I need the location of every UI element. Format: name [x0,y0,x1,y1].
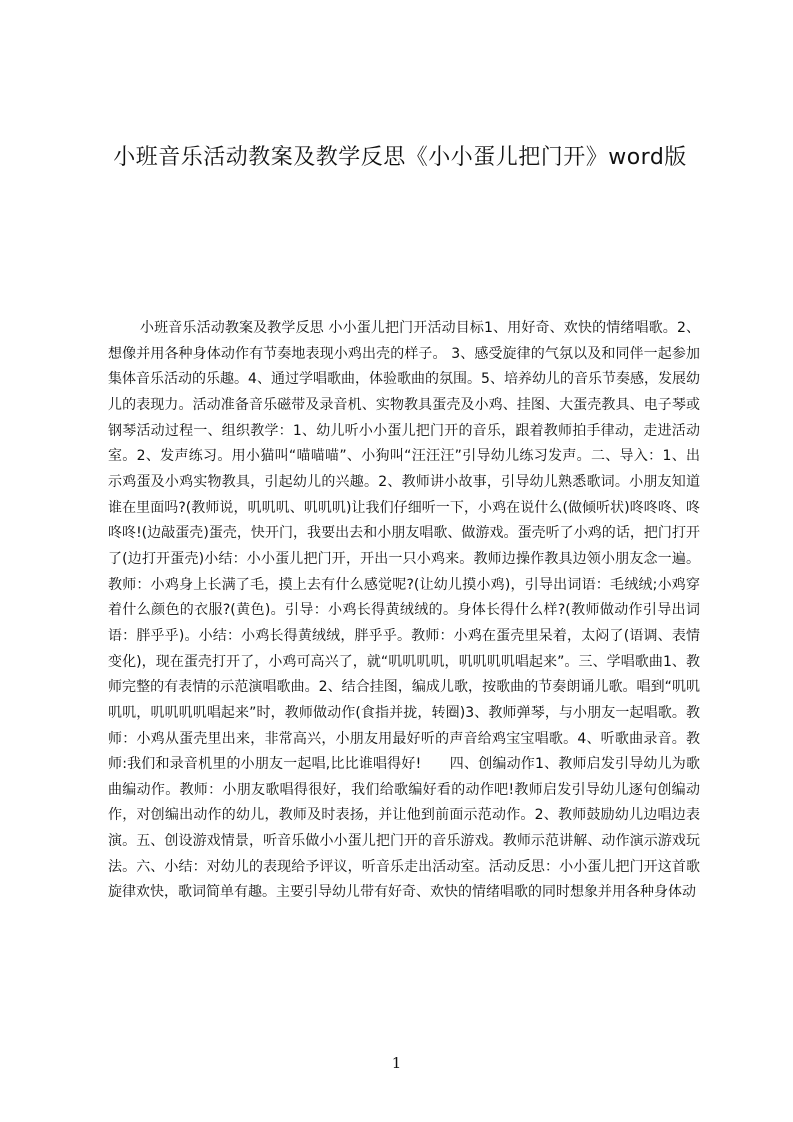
document-title: 小班音乐活动教案及教学反思《小小蛋儿把门开》word版 [113,145,687,170]
document-body: 小班音乐活动教案及教学反思 小小蛋儿把门开活动目标1、用好奇、欢快的情绪唱歌。2、想像并用各种身体动作有节奏地表现小鸡出壳的样子。 3、感受旋律的气氛以及和同伴一起参加集体音乐活动的乐趣。4、通过学唱歌曲，体验歌曲的氛围。5、培养幼儿的音乐节奏感，发展幼儿的表现力。活动准备音乐磁带及录音机、实物教具蛋壳及小鸡、挂图、大蛋壳教具、电子琴或钢琴活动过程一、组织教学：1、幼儿听小小蛋儿把门开的音乐，跟着教师拍手律动，走进活动室。2、发声练习。用小猫叫“喵喵喵”、小狗叫“汪汪汪”引导幼儿练习发声。二、导入：1、出示鸡蛋及小鸡实物教具，引起幼儿的兴趣。2、教师讲小故事，引导幼儿熟悉歌词。小朋友知道谁在里面吗?(教师说，叽叽叽、叽叽叽)让我们仔细听一下，小鸡在说什么(做倾听状)咚咚咚、咚咚咚!(边敲蛋壳)蛋壳，快开门，我要出去和小朋友唱歌、做游戏。蛋壳听了小鸡的话，把门打开了(边打开蛋壳)小结：小小蛋儿把门开，开出一只小鸡来。教师边操作教具边领小朋友念一遍。教师：小鸡身上长满了毛，摸上去有什么感觉呢?(让幼儿摸小鸡)，引导出词语：毛绒绒;小鸡穿着什么颜色的衣服?(黄色)。引导：小鸡长得黄绒绒的。身体长得什么样?(教师做动作引导出词语：胖乎乎)。小结：小鸡长得黄绒绒，胖乎乎。教师：小鸡在蛋壳里呆着，太闷了(语调、表情变化)，现在蛋壳打开了，小鸡可高兴了，就“叽叽叽叽，叽叽叽叽唱起来”。三、学唱歌曲1、教师完整的有表情的示范演唱歌曲。2、结合挂图，编成儿歌，按歌曲的节奏朗诵儿歌。唱到“叽叽叽叽，叽叽叽叽唱起来”时，教师做动作(食指并拢，转圈)3、教师弹琴，与小朋友一起唱歌。教师：小鸡从蛋壳里出来，非常高兴，小朋友用最好听的声音给鸡宝宝唱歌。4、听歌曲录音。教师:我们和录音机里的小朋友一起唱,比比谁唱得好! 四、创编动作1、教师启发引导幼儿为歌曲编动作。教师：小朋友歌唱得很好，我们给歌编好看的动作吧!教师启发引导幼儿逐句创编动作，对创编出动作的幼儿，教师及时表扬，并让他到前面示范动作。2、教师鼓励幼儿边唱边表演。五、创设游戏情景，听音乐做小小蛋儿把门开的音乐游戏。教师示范讲解、动作演示游戏玩法。六、小结：对幼儿的表现给予评议，听音乐走出活动室。活动反思：小小蛋儿把门开这首歌旋律欢快，歌词简单有趣。主要引导幼儿带有好奇、欢快的情绪唱歌的同时想象并用各种身体动 [108,320,700,901]
page-number: 1 [391,1054,402,1072]
